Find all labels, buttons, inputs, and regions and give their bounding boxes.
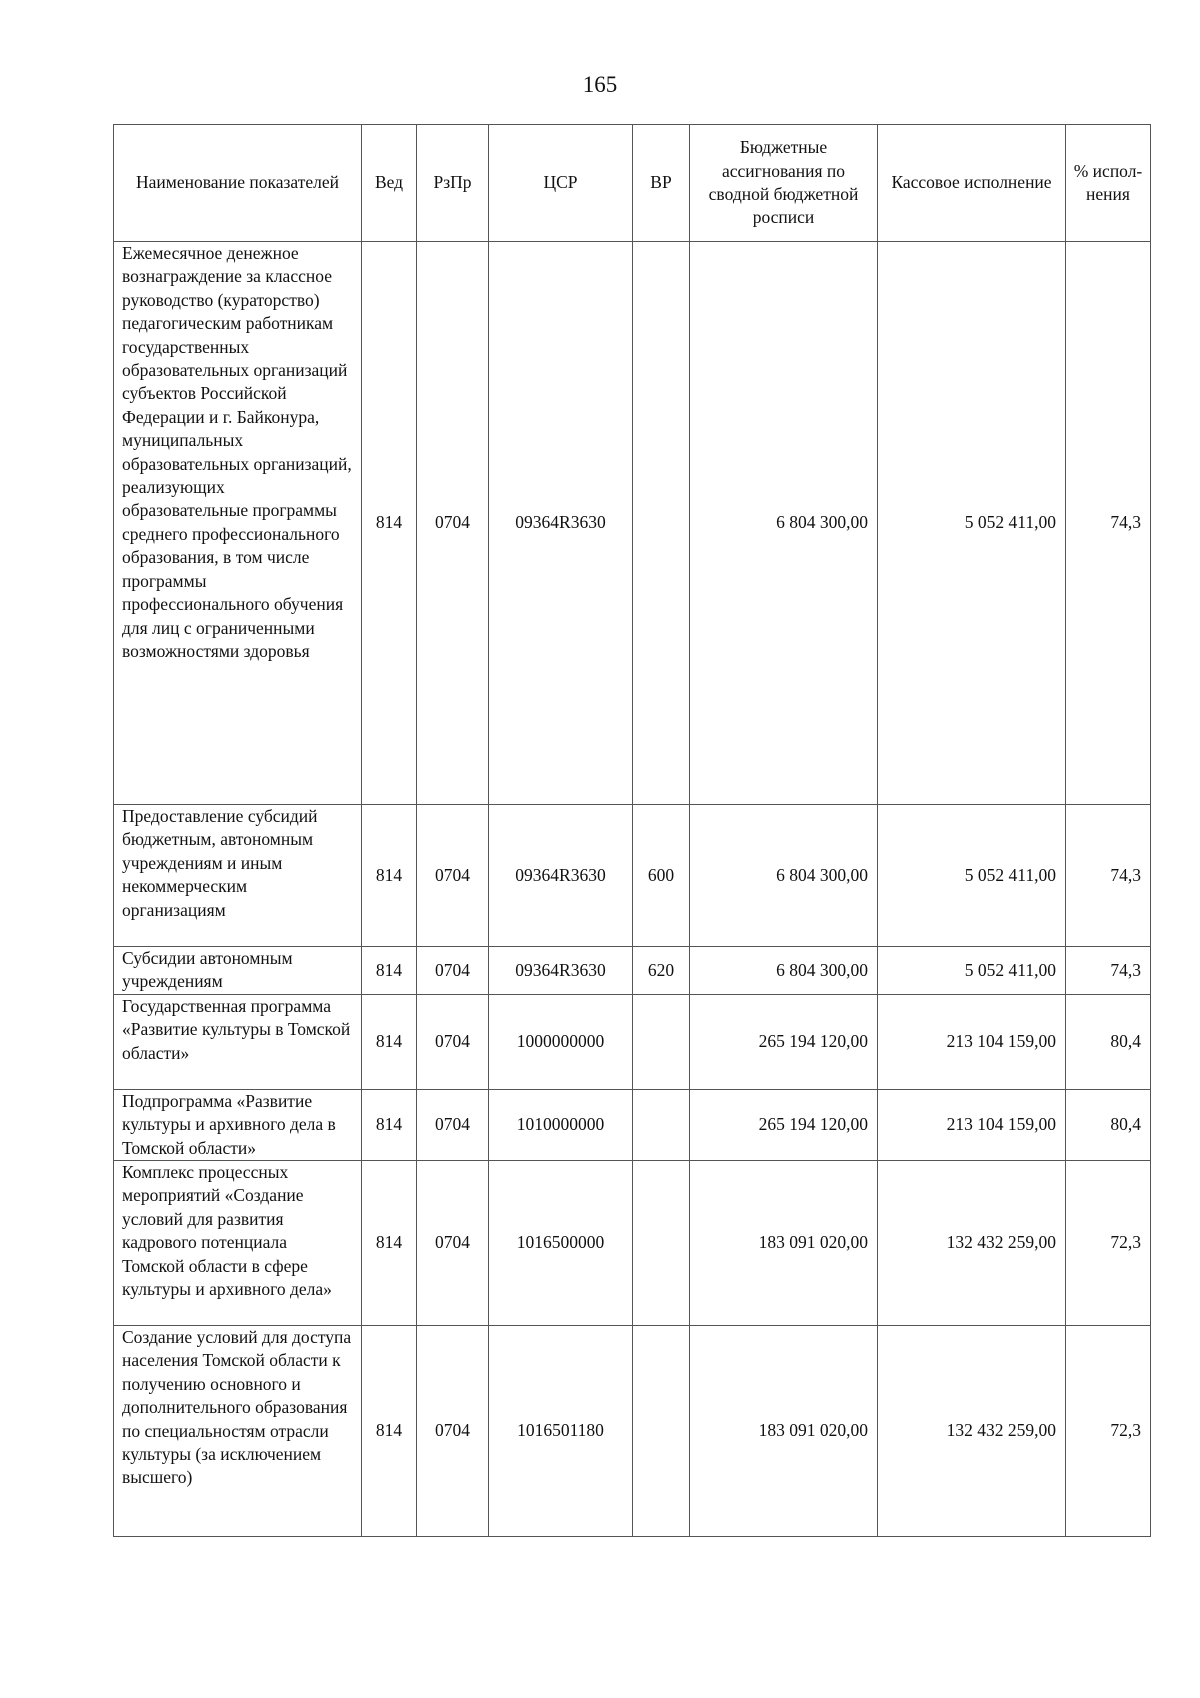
cell-percent: 80,4 bbox=[1066, 1089, 1151, 1160]
cell-ved: 814 bbox=[362, 1089, 417, 1160]
cell-cash: 5 052 411,00 bbox=[878, 947, 1066, 995]
cell-budget: 183 091 020,00 bbox=[690, 1326, 878, 1537]
cell-budget: 6 804 300,00 bbox=[690, 805, 878, 947]
cell-csr: 09364R3630 bbox=[489, 947, 633, 995]
cell-csr: 09364R3630 bbox=[489, 242, 633, 805]
cell-name: Подпрограмма «Развитие культуры и архивного дела в Томской области» bbox=[114, 1089, 362, 1160]
cell-vr bbox=[633, 1326, 690, 1537]
header-csr: ЦСР bbox=[489, 125, 633, 242]
table-row bbox=[114, 947, 1151, 995]
header-percent: % испол-нения bbox=[1066, 125, 1151, 242]
cell-ved: 814 bbox=[362, 1161, 417, 1326]
cell-budget: 265 194 120,00 bbox=[690, 994, 878, 1089]
cell-percent: 74,3 bbox=[1066, 947, 1151, 995]
cell-vr: 620 bbox=[633, 947, 690, 995]
cell-percent: 74,3 bbox=[1066, 805, 1151, 947]
table-row bbox=[114, 805, 1151, 947]
cell-name: Ежемесячное денежное вознаграждение за классное руководство (кураторство) педагогическим работникам государственных образовательных организаций субъектов Российской Федерации и г. Байконура, муниципальных образовательных организаций, реализующих образовательные программы среднего профессионального образования, в том числе программы профессионального обучения для лиц с ограниченными возможностями здоровья bbox=[114, 242, 362, 805]
cell-csr: 09364R3630 bbox=[489, 805, 633, 947]
cell-name: Предоставление субсидий бюджетным, автономным учреждениям и иным некоммерческим организациям bbox=[114, 805, 362, 947]
header-rzpr: РзПр bbox=[417, 125, 489, 242]
cell-ved: 814 bbox=[362, 805, 417, 947]
cell-rzpr: 0704 bbox=[417, 805, 489, 947]
cell-csr: 1016500000 bbox=[489, 1161, 633, 1326]
cell-ved: 814 bbox=[362, 947, 417, 995]
cell-rzpr: 0704 bbox=[417, 994, 489, 1089]
table-row bbox=[114, 1326, 1151, 1537]
table-row bbox=[114, 242, 1151, 805]
cell-name: Государственная программа «Развитие культуры в Томской области» bbox=[114, 994, 362, 1089]
cell-csr: 1000000000 bbox=[489, 994, 633, 1089]
budget-execution-table bbox=[113, 124, 1151, 1537]
cell-percent: 72,3 bbox=[1066, 1326, 1151, 1537]
cell-name: Субсидии автономным учреждениям bbox=[114, 947, 362, 995]
cell-rzpr: 0704 bbox=[417, 1326, 489, 1537]
header-budget: Бюджетные ассигнования по сводной бюджетной росписи bbox=[690, 125, 878, 242]
table-row bbox=[114, 1161, 1151, 1326]
cell-name: Комплекс процессных мероприятий «Создание условий для развития кадрового потенциала Томской области в сфере культуры и архивного дела» bbox=[114, 1161, 362, 1326]
cell-percent: 80,4 bbox=[1066, 994, 1151, 1089]
cell-cash: 5 052 411,00 bbox=[878, 805, 1066, 947]
cell-vr bbox=[633, 1089, 690, 1160]
page-number: 165 bbox=[582, 72, 618, 97]
cell-vr bbox=[633, 994, 690, 1089]
cell-budget: 265 194 120,00 bbox=[690, 1089, 878, 1160]
cell-vr bbox=[633, 242, 690, 805]
cell-ved: 814 bbox=[362, 242, 417, 805]
cell-name: Создание условий для доступа населения Томской области к получению основного и дополнительного образования по специальностям отрасли культуры (за исключением высшего) bbox=[114, 1326, 362, 1537]
header-vr: ВР bbox=[633, 125, 690, 242]
header-cash: Кассовое исполнение bbox=[878, 125, 1066, 242]
cell-rzpr: 0704 bbox=[417, 242, 489, 805]
cell-rzpr: 0704 bbox=[417, 1089, 489, 1160]
cell-csr: 1016501180 bbox=[489, 1326, 633, 1537]
cell-ved: 814 bbox=[362, 1326, 417, 1537]
cell-cash: 213 104 159,00 bbox=[878, 994, 1066, 1089]
table-header-row bbox=[114, 125, 1151, 242]
cell-budget: 6 804 300,00 bbox=[690, 947, 878, 995]
cell-cash: 5 052 411,00 bbox=[878, 242, 1066, 805]
table-row bbox=[114, 1089, 1151, 1160]
cell-vr bbox=[633, 1161, 690, 1326]
table-row bbox=[114, 994, 1151, 1089]
cell-cash: 213 104 159,00 bbox=[878, 1089, 1066, 1160]
cell-ved: 814 bbox=[362, 994, 417, 1089]
cell-csr: 1010000000 bbox=[489, 1089, 633, 1160]
cell-vr: 600 bbox=[633, 805, 690, 947]
header-name: Наименование показателей bbox=[114, 125, 362, 242]
cell-cash: 132 432 259,00 bbox=[878, 1161, 1066, 1326]
cell-cash: 132 432 259,00 bbox=[878, 1326, 1066, 1537]
cell-budget: 183 091 020,00 bbox=[690, 1161, 878, 1326]
cell-budget: 6 804 300,00 bbox=[690, 242, 878, 805]
cell-rzpr: 0704 bbox=[417, 947, 489, 995]
cell-rzpr: 0704 bbox=[417, 1161, 489, 1326]
header-ved: Вед bbox=[362, 125, 417, 242]
cell-percent: 74,3 bbox=[1066, 242, 1151, 805]
cell-percent: 72,3 bbox=[1066, 1161, 1151, 1326]
